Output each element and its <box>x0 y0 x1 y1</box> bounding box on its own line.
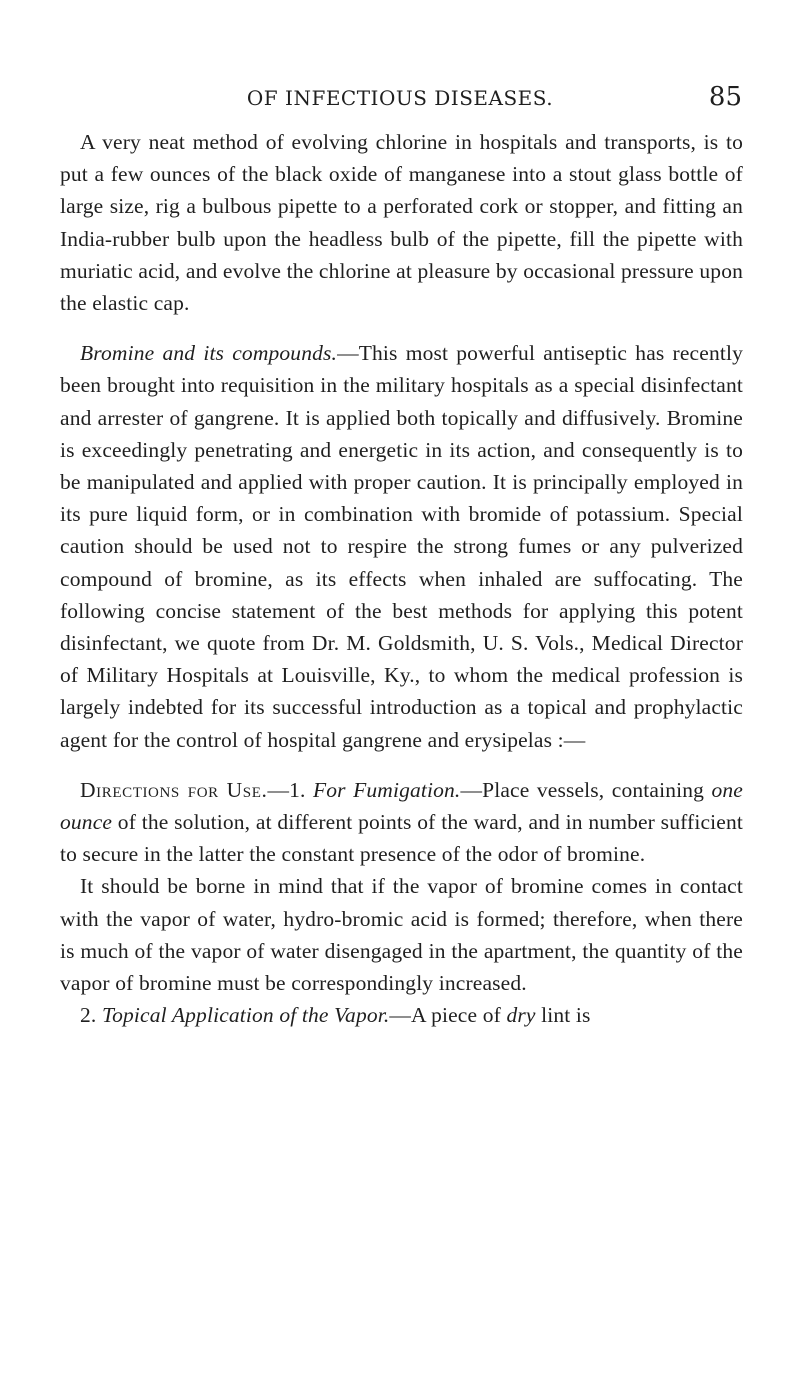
paragraph-chlorine-method <box>60 126 743 319</box>
page-number: 85 <box>708 82 742 112</box>
paragraph-directions <box>60 774 743 871</box>
subheading-topical-application: Topical Application of the Vapor. <box>101 1003 390 1028</box>
paragraph-bromine <box>60 337 743 756</box>
section-heading-bromine: Bromine and its compounds. <box>80 341 338 366</box>
body-text <box>60 126 743 1031</box>
emphasis-text: one ounce <box>60 777 743 835</box>
item-number: 2. <box>80 1003 102 1028</box>
paragraph-text: —This most powerful antiseptic has recently been brought into requisition in the military hospitals as a special disinfectant and arrester of gangrene. It is applied both topically and diffusively. Bromine is exceedingly penetrating and energetic in its action, and consequently is to be manipulated and applied with proper caution. It is principally employed in its pure liquid form, or in combination with bromide of potassium. Special caution should be used not to respire the strong fumes or any pulverized compound of bromine, as its effects when inhaled are suffocating. The following concise statement of the best methods for applying this potent disinfectant, we quote from Dr. M. Goldsmith, U. S. Vols., Medical Director of Military Hospitals at Louisville, Ky., to whom the medical profession is largely indebted for its successful introduction as a topical and prophylactic agent for the control of hospital gangrene and erysipelas :— <box>60 341 743 752</box>
paragraph-topical <box>60 999 743 1031</box>
running-title: OF INFECTIOUS DISEASES. <box>246 86 554 110</box>
paragraph-text: of the solution, at different points of the ward, and in number sufficient to secure in the latter the constant presence of the odor of bromine. <box>60 810 743 867</box>
paragraph-vapor-note <box>60 870 743 999</box>
running-head <box>58 84 742 114</box>
emphasis-text: dry <box>506 1003 536 1028</box>
paragraph-text: —Place vessels, containing <box>460 777 712 802</box>
paragraph-text: —A piece of <box>389 1003 507 1028</box>
item-number: —1. <box>267 777 313 802</box>
paragraph-text: lint is <box>535 1003 591 1028</box>
paragraph-text: A very neat method of evolving chlorine in hospitals and transports, is to put a few ounces of the black oxide of manganese into a stout glass bottle of large size, rig a bulbous pipette to a perforated cork or stopper, and fitting an India-rubber bulb upon the headless bulb of the pipette, fill the pipette with muriatic acid, and evolve the chlorine at pleasure by occasional pressure upon the elastic cap. <box>60 130 743 316</box>
paragraph-text: It should be borne in mind that if the vapor of bromine comes in contact with the vapor of water, hydro-bromic acid is formed; therefore, when there is much of the vapor of water disengaged in the apartment, the quantity of the vapor of bromine must be correspondingly increased. <box>60 874 743 996</box>
directions-label: Directions for Use. <box>80 777 268 802</box>
subheading-fumigation: For Fumigation. <box>312 777 461 802</box>
